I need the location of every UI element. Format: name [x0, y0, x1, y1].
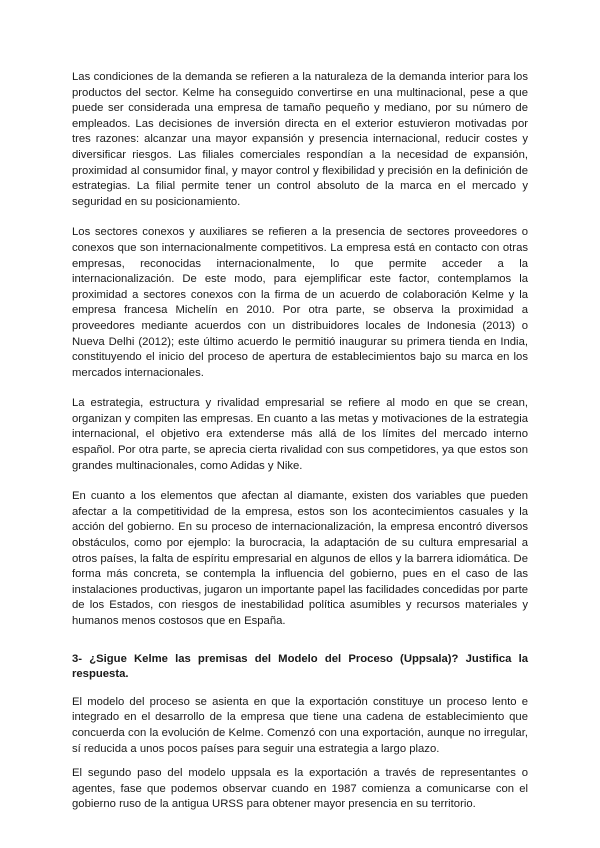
- paragraph-demand-conditions: Las condiciones de la demanda se refieren a la naturaleza de la demanda interior para los productos del sector. Kelme ha conseguido convertirse en una multinacional, pese a que puede ser considerada una empresa de tamaño pequeño y mediano, por su número de empleados. Las decisiones de inversión directa en el exterior estuvieron motivadas por tres razones: alcanzar una mayor expansión y presencia internacional, reducir costes y diversificar riesgos. Las filiales comerciales respondían a la necesidad de expansión, proximidad al consumidor final, y mayor control y flexibilidad y precisión en la definición de estrategias. La filial permite tener un control absoluto de la marca en el mercado y seguridad en su posicionamiento.: [72, 71, 528, 208]
- paragraph-diamond-variables: En cuanto a los elementos que afectan al diamante, existen dos variables que pueden afectar a la competitividad de la empresa, estos son los acontecimientos casuales y la acción del gobierno. En su proceso de internacionalización, la empresa encontró diversos obstáculos, como por ejemplo: la burocracia, la adaptación de su cultura empresarial a otros países, la falta de espíritu empresarial en algunos de ellos y la barrera idiomática. De forma más concreta, se contempla la influencia del gobierno, pues en el caso de las instalaciones productivas, jugaron un importante papel las facilidades concedidas por parte de los Estados, con riesgos de inestabilidad política asumibles y recursos materiales y humanos menos costosos que en España.: [72, 490, 528, 627]
- section-heading-uppsala: 3- ¿Sigue Kelme las premisas del Modelo del Proceso (Uppsala)? Justifica la respuesta.: [72, 652, 528, 681]
- document-page: [72, 70, 528, 828]
- paragraph-related-sectors: Los sectores conexos y auxiliares se refieren a la presencia de sectores proveedores o conexos que son internacionalmente competitivos. La empresa está en contacto con otras empresas, reconocidas internacionalmente, lo que permite acceder a la internacionalización. De este modo, para ejemplificar este factor, contemplamos la proximidad a sectores conexos con la firma de un acuerdo de colaboración Kelme y la empresa francesa Michelín en 2010. Por otra parte, se observa la proximidad a proveedores mediante acuerdos con un distribuidores locales de Indonesia (2013) o Nueva Delhi (2012); este último acuerdo le permitió inaugurar su primera tienda en India, constituyendo el inicio del proceso de apertura de establecimientos bajo su marca en los mercados internacionales.: [72, 226, 528, 379]
- paragraph-second-step: El segundo paso del modelo uppsala es la exportación a través de representantes o agentes, fase que podemos observar cuando en 1987 comienza a comunicarse con el gobierno ruso de la antigua URSS para obtener mayor presencia en su territorio.: [72, 767, 528, 811]
- paragraph-strategy-structure: La estrategia, estructura y rivalidad empresarial se refiere al modo en que se crean, organizan y compiten las empresas. En cuanto a las metas y motivaciones de la estrategia internacional, el objetivo era extenderse más allá de los límites del mercado interno español. Por otra parte, se aprecia cierta rivalidad con sus competidores, ya que estos son grandes multinacionales, como Adidas y Nike.: [72, 397, 528, 472]
- paragraph-process-model: El modelo del proceso se asienta en que la exportación constituye un proceso lento e integrado en el desarrollo de la empresa que tiene una cadena de establecimiento que concuerda con la evolución de Kelme. Comenzó con una exportación, aunque no irregular, sí reducida a unos pocos países para seguir una estrategia a largo plazo.: [72, 695, 528, 755]
